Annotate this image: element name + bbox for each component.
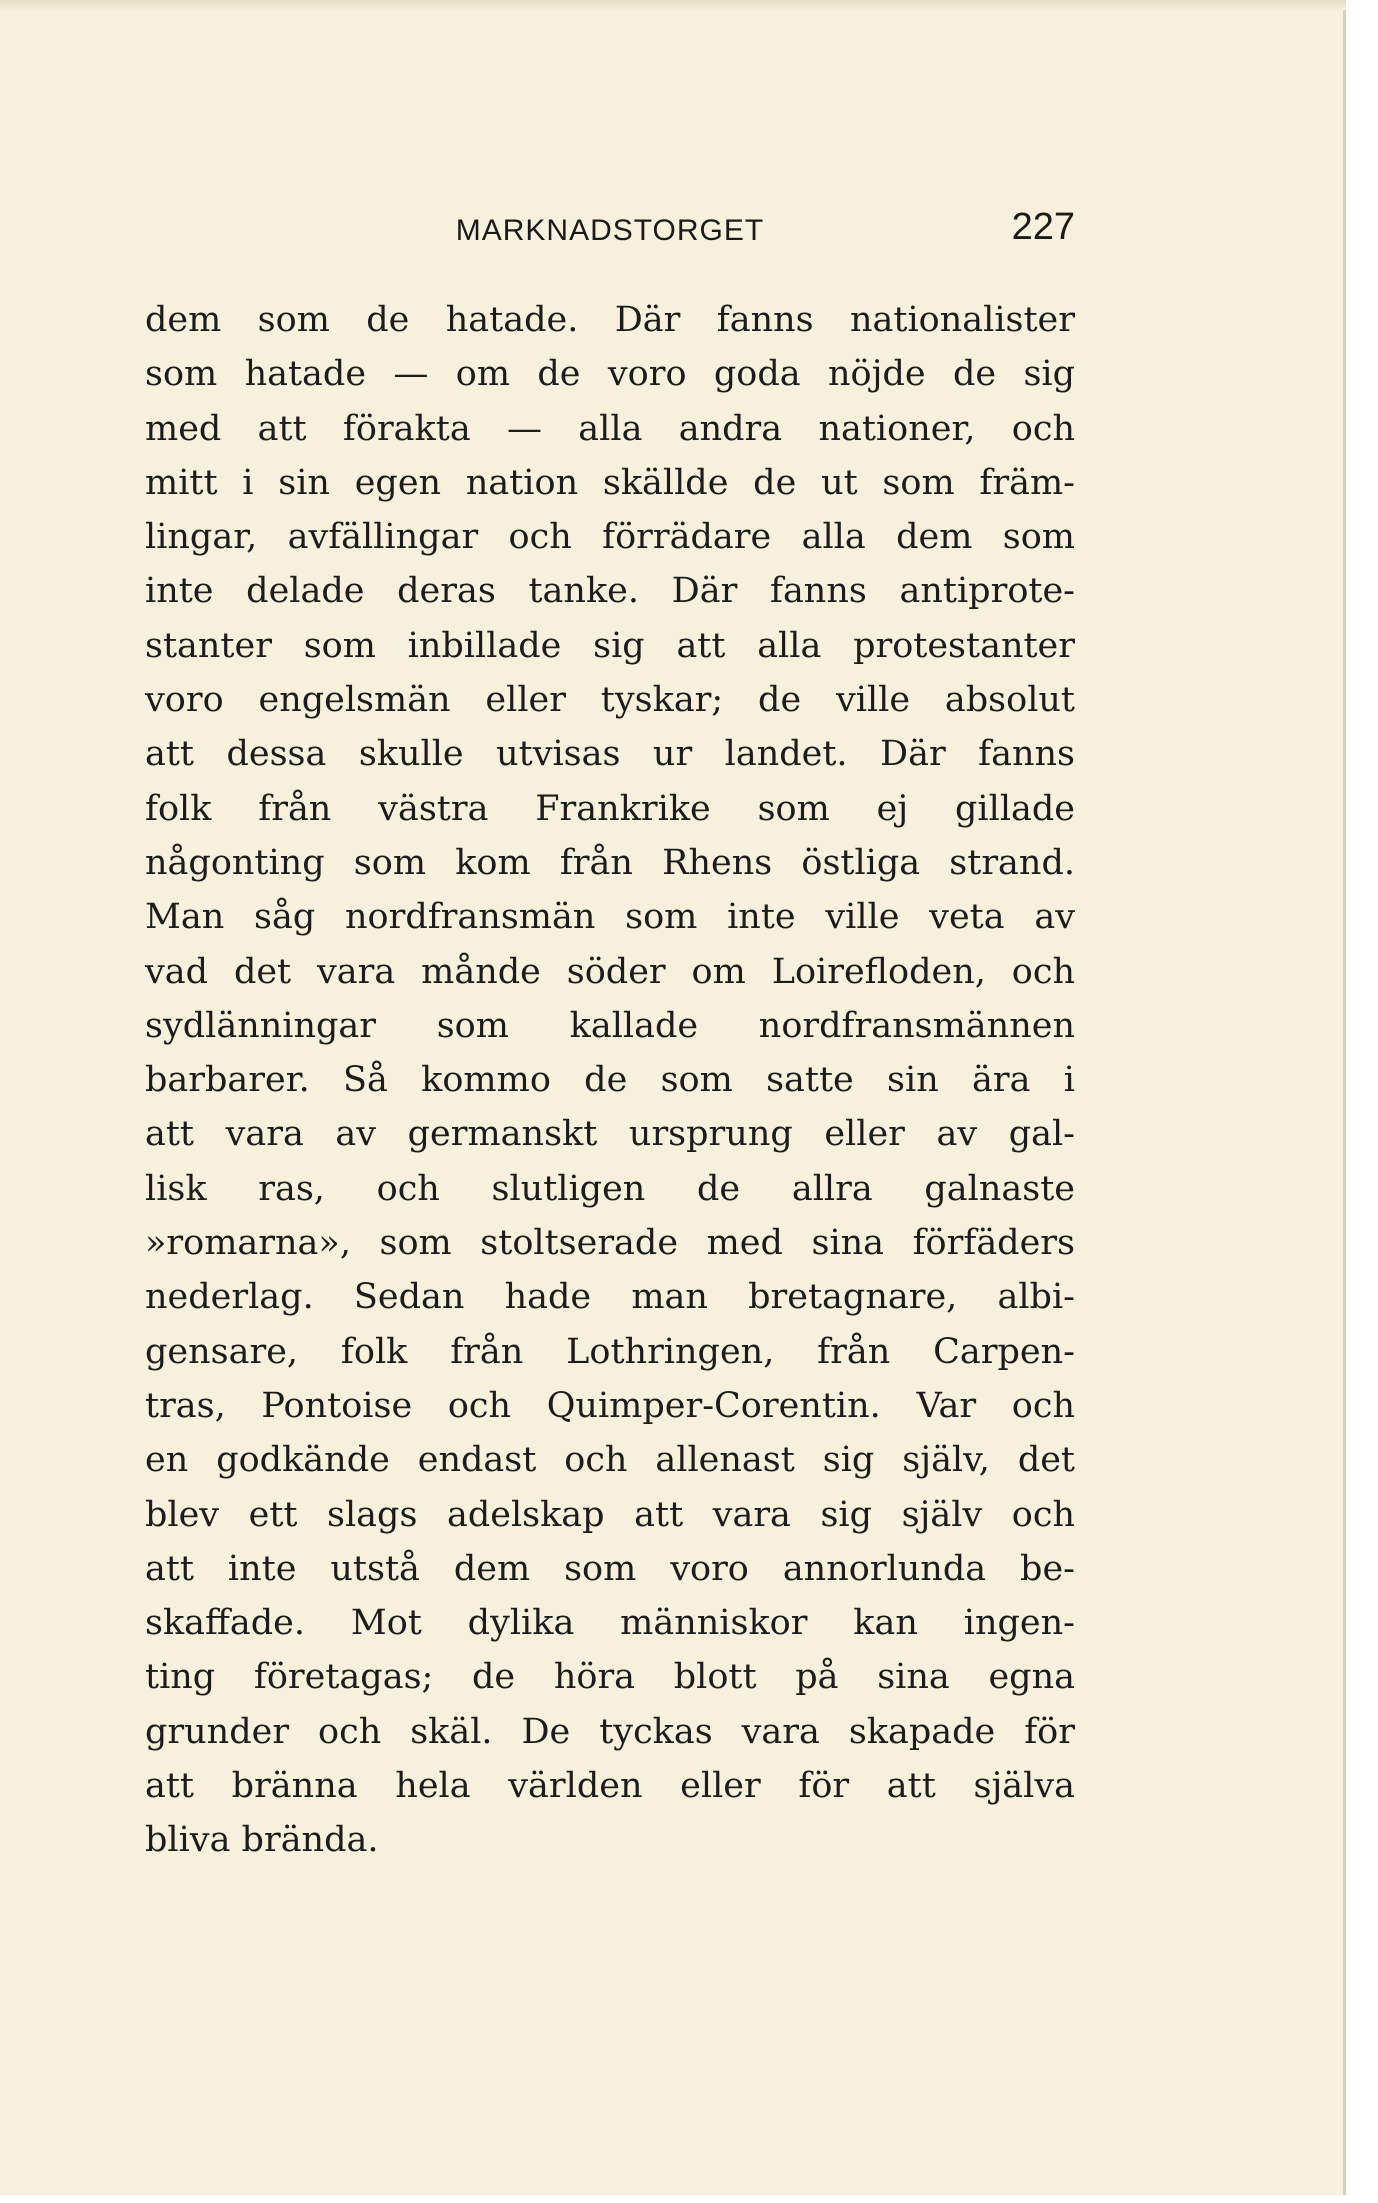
text-line: grunder och skäl. De tyckas vara skapade för	[145, 1711, 1075, 1752]
text-line: »romarna», som stoltserade med sina förfäders	[145, 1223, 1075, 1264]
text-line: som hatade — om de voro goda nöjde de sig	[145, 354, 1075, 395]
text-line: att inte utstå dem som voro annorlunda be-	[145, 1548, 1075, 1589]
text-line: att dessa skulle utvisas ur landet. Där fanns	[145, 734, 1075, 775]
text-line: stanter som inbillade sig att alla protestanter	[145, 625, 1075, 666]
text-line: att bränna hela världen eller för att själva	[145, 1766, 1075, 1807]
text-line: att vara av germanskt ursprung eller av gal-	[145, 1114, 1075, 1155]
text-line: någonting som kom från Rhens östliga strand.	[145, 842, 1075, 883]
text-line: folk från västra Frankrike som ej gillade	[145, 788, 1075, 829]
text-line: en godkände endast och allenast sig själv, det	[145, 1440, 1075, 1481]
text-line: dem som de hatade. Där fanns nationalister	[145, 300, 1075, 340]
text-line: mitt i sin egen nation skällde de ut som främ-	[145, 462, 1075, 503]
text-line: skaffade. Mot dylika människor kan ingen-	[145, 1603, 1075, 1644]
text-line: vad det vara månde söder om Loirefloden, och	[145, 951, 1075, 992]
text-line: sydlänningar som kallade nordfransmännen	[145, 1005, 1075, 1046]
text-line: voro engelsmän eller tyskar; de ville absolut	[145, 680, 1075, 721]
running-title: MARKNADSTORGET	[455, 214, 765, 247]
text-line: lingar, avfällingar och förrädare alla dem som	[145, 517, 1075, 558]
text-line: lisk ras, och slutligen de allra galnaste	[145, 1168, 1075, 1209]
text-line: inte delade deras tanke. Där fanns antiprote-	[145, 571, 1075, 612]
text-line: barbarer. Så kommo de som satte sin ära i	[145, 1060, 1075, 1101]
text-line: med att förakta — alla andra nationer, och	[145, 408, 1075, 449]
page-number: 227	[1011, 206, 1075, 248]
text-line: ting företagas; de höra blott på sina egna	[145, 1657, 1075, 1698]
text-line: Man såg nordfransmän som inte ville veta av	[145, 897, 1075, 938]
text-line-last: bliva brända.	[145, 1820, 379, 1861]
text-line: tras, Pontoise och Quimper-Corentin. Var och	[145, 1385, 1075, 1426]
text-line: gensare, folk från Lothringen, från Carpen-	[145, 1331, 1075, 1372]
text-line: blev ett slags adelskap att vara sig själv och	[145, 1494, 1075, 1535]
page-edge	[0, 0, 1346, 10]
text-line: nederlag. Sedan hade man bretagnare, albi-	[145, 1277, 1075, 1318]
body-text	[145, 293, 1075, 1868]
running-head	[145, 206, 1075, 254]
